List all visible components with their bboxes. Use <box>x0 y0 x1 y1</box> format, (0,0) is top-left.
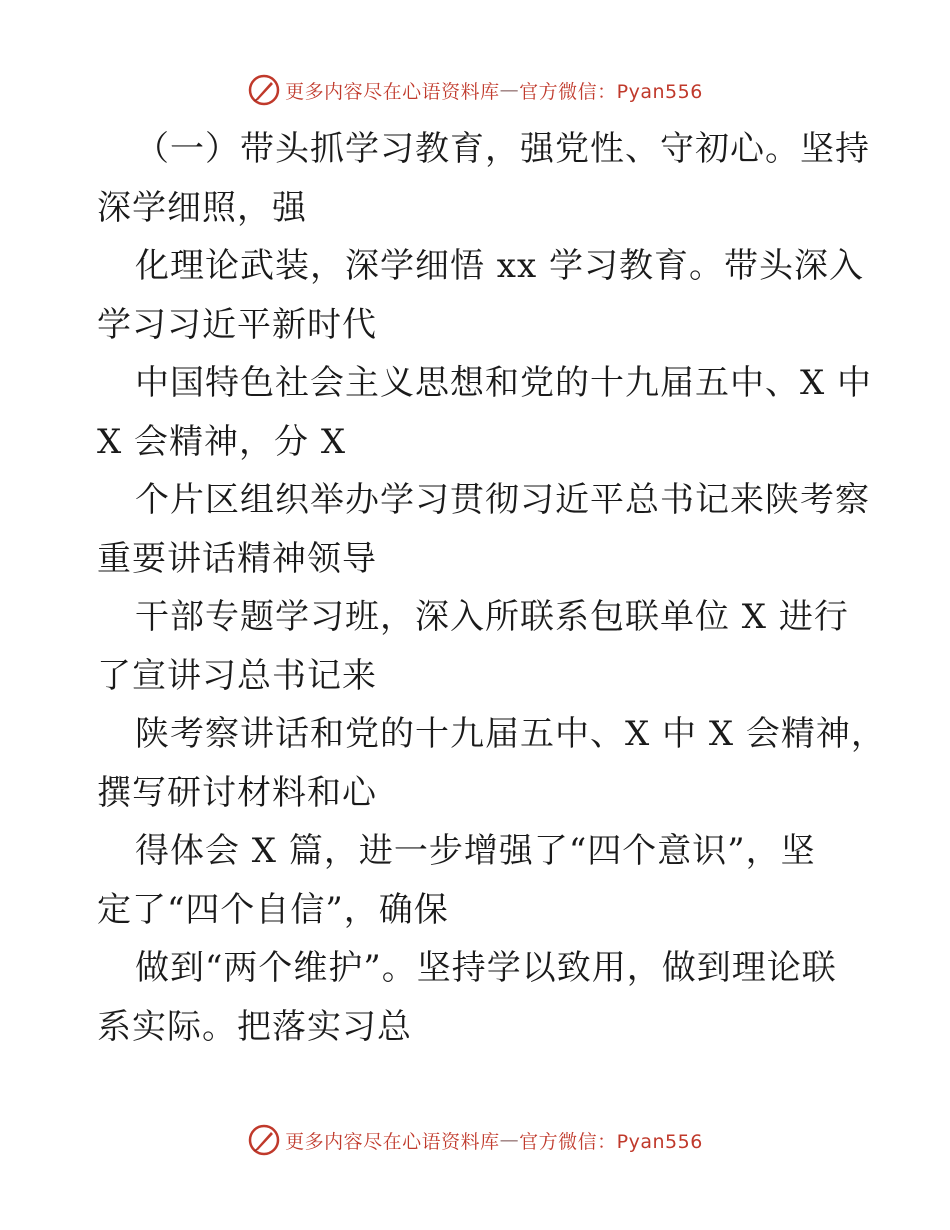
watermark-title: 更多内容尽在心语资料库 <box>285 80 500 103</box>
text-line: 个片区组织举办学习贯彻习近平总书记来陕考察 <box>135 480 870 520</box>
text-line: 重要讲话精神领导 <box>97 538 377 579</box>
footer-watermark <box>0 1120 950 1160</box>
text-line: 定了“四个自信”，确保 <box>97 889 449 930</box>
watermark-separator: — <box>499 1129 520 1151</box>
document-body <box>97 120 886 1056</box>
watermark-separator: — <box>499 79 520 101</box>
text-line: 化理论武装，深学细悟 xx 学习教育。带头深入 <box>135 246 864 286</box>
text-line: 学习习近平新时代 <box>97 304 377 345</box>
watermark-title: 更多内容尽在心语资料库 <box>285 1130 500 1153</box>
text-line: 深学细照，强 <box>97 187 307 228</box>
text-line: 干部专题学习班，深入所联系包联单位 X 进行 <box>135 597 849 637</box>
text-line: 得体会 X 篇，进一步增强了“四个意识”，坚 <box>135 831 816 871</box>
header-watermark <box>0 70 950 110</box>
text-line: （一）带头抓学习教育，强党性、守初心。坚持 <box>135 129 870 169</box>
text-line: 陕考察讲话和党的十九届五中、X 中 X 会精神， <box>135 714 886 754</box>
text-line: X 会精神，分 X <box>97 421 347 462</box>
text-line: 撰写研讨材料和心 <box>97 772 377 813</box>
watermark-contact: 官方微信：Pyan556 <box>519 1130 703 1153</box>
watermark-contact: 官方微信：Pyan556 <box>519 80 703 103</box>
quill-seal-icon <box>247 73 281 107</box>
text-line: 系实际。把落实习总 <box>97 1006 412 1047</box>
text-line: 做到“两个维护”。坚持学以致用，做到理论联 <box>135 948 837 988</box>
text-line: 了宣讲习总书记来 <box>97 655 377 696</box>
quill-seal-icon <box>247 1123 281 1157</box>
text-line: 中国特色社会主义思想和党的十九届五中、X 中 <box>135 363 873 403</box>
